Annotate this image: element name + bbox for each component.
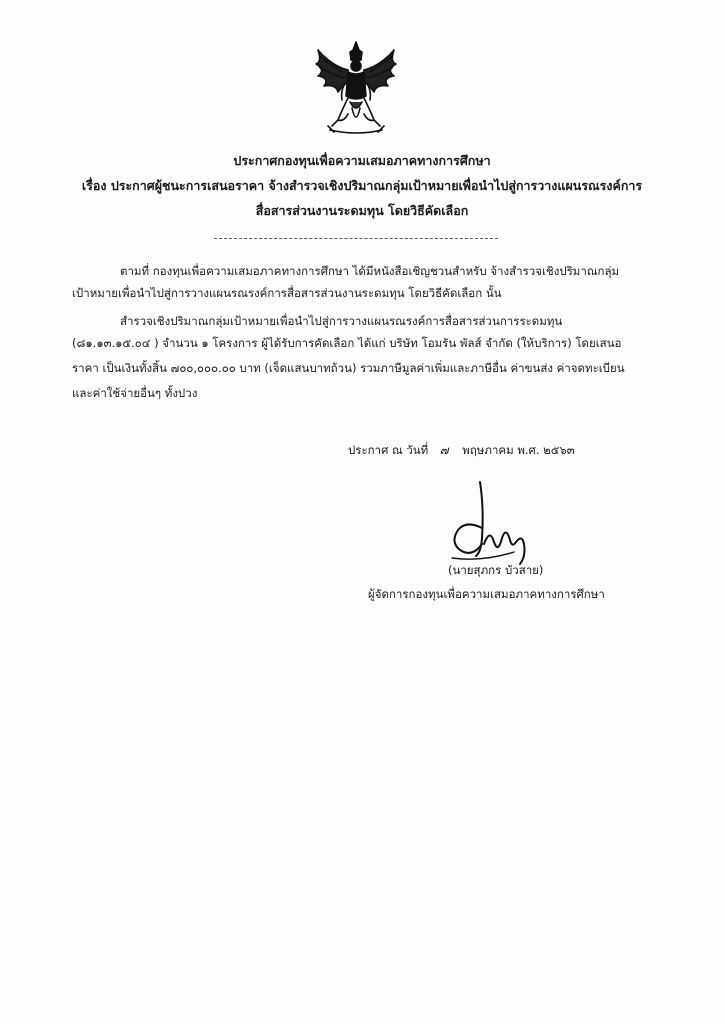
header-divider	[214, 238, 498, 239]
paragraph-2-line-1: สำรวจเชิงปริมาณกลุ่มเป้าหมายเพื่อนำไปสู่การวางแผนรณรงค์การสื่อสารส่วนการระดมทุน	[120, 314, 563, 328]
subject-line-2: สื่อสารส่วนงานระดมทุน โดยวิธีคัดเลือก	[255, 203, 469, 218]
announcement-date	[348, 441, 575, 459]
paragraph-1-line-1: ตามที่ กองทุนเพื่อความเสมอภาคทางการศึกษา ได้มีหนังสือเชิญชวนสำหรับ จ้างสำรวจเชิงปริมาณกลุ่ม	[120, 264, 620, 278]
paragraph-2-line-4: และค่าใช้จ่ายอื่นๆ ทั้งปวง	[72, 386, 198, 400]
date-month-year: พฤษภาคม พ.ศ. ๒๕๖๓	[462, 443, 575, 457]
signatory-position: ผู้จัดการกองทุนเพื่อความเสมอภาคทางการศึกษา	[368, 587, 605, 601]
signatory-name: (นายสุภกร บัวสาย)	[448, 563, 544, 577]
date-prefix: ประกาศ ณ วันที่	[348, 443, 429, 457]
subject-line-1: เรื่อง ประกาศผู้ชนะการเสนอราคา จ้างสำรวจเชิงปริมาณกลุ่มเป้าหมายเพื่อนำไปสู่การวางแผนรณรงค์การ	[81, 178, 643, 193]
garuda-emblem-icon	[308, 36, 404, 140]
date-day: ๗	[439, 443, 449, 457]
paragraph-2-line-3: ราคา เป็นเงินทั้งสิ้น ๗๐๐,๐๐๐.๐๐ บาท (เจ็ดแสนบาทถ้วน) รวมภาษีมูลค่าเพิ่มและภาษีอื่น ค่าขนส่ง ค่าจดทะเบียน	[72, 361, 625, 375]
paragraph-2-line-2: (๘๑.๑๓.๑๕.๐๔ ) จำนวน ๑ โครงการ ผู้ได้รับการคัดเลือก ได้แก่ บริษัท โอมรัน พัลส์ จำกัด (ให้บริการ) โดยเสนอ	[72, 336, 622, 350]
document-title: ประกาศกองทุนเพื่อความเสมอภาคทางการศึกษา	[233, 153, 491, 168]
paragraph-1-line-2: เป้าหมายเพื่อนำไปสู่การวางแผนรณรงค์การสื่อสารส่วนงานระดมทุน โดยวิธีคัดเลือก นั้น	[72, 286, 502, 300]
